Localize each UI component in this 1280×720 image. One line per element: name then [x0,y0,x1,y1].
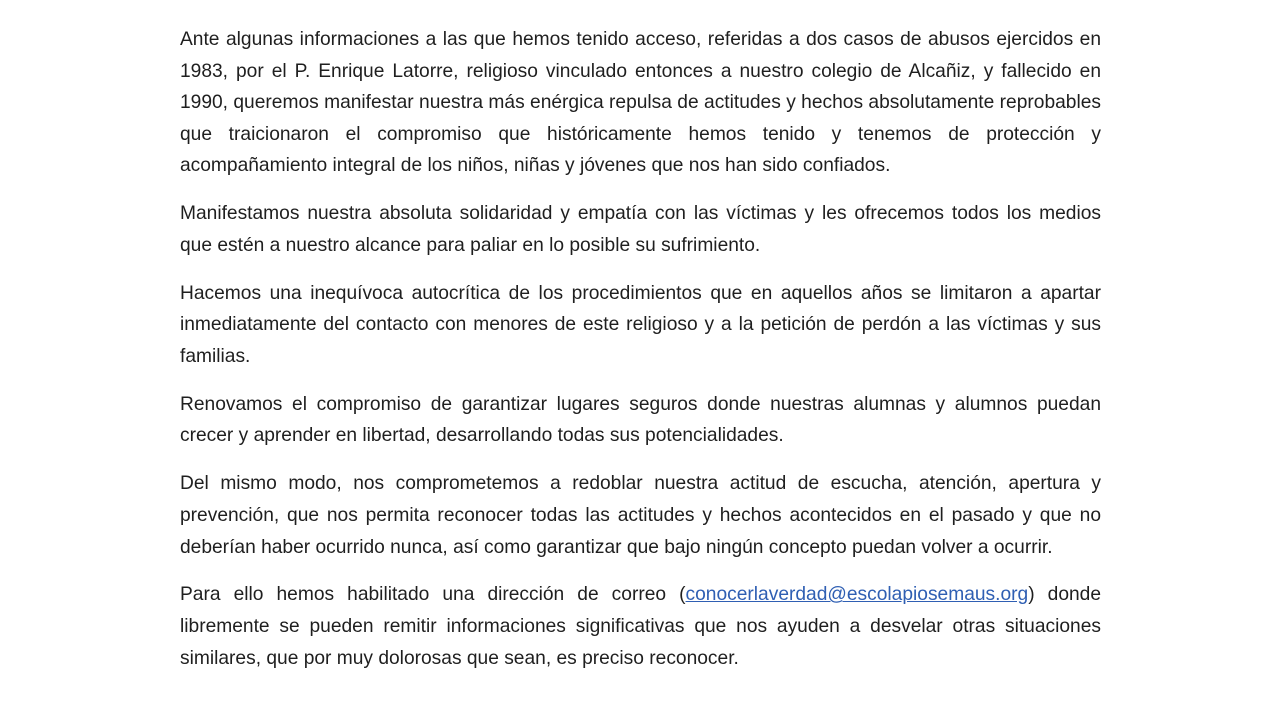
paragraph-5: Del mismo modo, nos comprometemos a redoblar nuestra actitud de escucha, atención, apertura y prevención, que nos permita reconocer todas las actitudes y hechos acontecidos en el pasado y que no deberían haber ocurrido nunca, así como garantizar que bajo ningún concepto puedan volver a ocurrir. [180,473,1101,558]
paragraph-6-before: Para ello hemos habilitado una dirección de correo ( [180,584,686,606]
email-link[interactable]: conocerlaverdad@escolapiosemaus.org [685,584,1029,606]
paragraph-3: Hacemos una inequívoca autocrítica de los procedimientos que en aquellos años se limitaron a apartar inmediatamente del contacto con menores de este religioso y a la petición de perdón a las víctimas y sus familias. [180,282,1101,367]
document-body [180,24,1101,690]
paragraph-4: Renovamos el compromiso de garantizar lugares seguros donde nuestras alumnas y alumnos puedan crecer y aprender en libertad, desarrollando todas sus potencialidades. [180,393,1101,447]
paragraph-6-after: ) donde libremente se pueden remitir informaciones significativas que nos ayuden a desvelar otras situaciones similares, que por muy dolorosas que sean, es preciso reconocer. [180,584,1102,669]
paragraph-2: Manifestamos nuestra absoluta solidaridad y empatía con las víctimas y les ofrecemos todos los medios que estén a nuestro alcance para paliar en lo posible su sufrimiento. [180,203,1101,256]
paragraph-1: Ante algunas informaciones a las que hemos tenido acceso, referidas a dos casos de abusos ejercidos en 1983, por el P. Enrique Latorre, religioso vinculado entonces a nuestro colegio de Alcañiz, y fallecido en 1990, queremos manifestar nuestra más enérgica repulsa de actitudes y hechos absolutamente reprobables que traicionaron el compromiso que históricamente hemos tenido y tenemos de protección y acompañamiento integral de los niños, niñas y jóvenes que nos han sido confiados. [180,29,1101,177]
paragraph-6 [180,579,1101,674]
